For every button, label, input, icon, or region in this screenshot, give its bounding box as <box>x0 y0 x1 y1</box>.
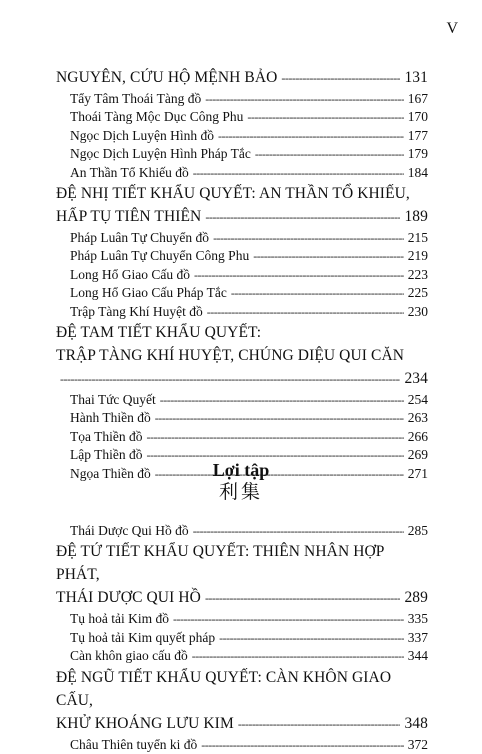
toc-entry[interactable] <box>56 629 428 647</box>
toc-entry-page: 254 <box>407 392 428 408</box>
toc-entry-title: Châu Thiên tuyển ki đồ <box>70 736 198 752</box>
toc-entry-title: Ngọc Dịch Luyện Hình đồ <box>70 127 214 143</box>
toc-entry-title: Thái Dược Qui Hồ đồ <box>70 523 189 538</box>
toc-entry[interactable] <box>56 610 428 628</box>
toc-entry[interactable] <box>56 284 428 302</box>
dot-leader <box>194 266 404 284</box>
dot-leader <box>193 522 404 540</box>
toc-entry-title: Càn khôn giao cấu đồ <box>70 648 188 664</box>
dot-leader <box>281 67 400 90</box>
dot-leader <box>193 164 404 182</box>
toc-entry-page: 170 <box>407 109 428 125</box>
toc-entry-page: 289 <box>404 589 428 607</box>
toc-entry-title: Long Hổ Giao Cấu Pháp Tắc <box>70 285 227 301</box>
toc-entry-title: Tẩy Tâm Thoái Tàng đồ <box>70 91 202 106</box>
dot-leader <box>155 409 404 427</box>
table-of-contents-part-2 <box>56 522 428 754</box>
toc-section-heading: ĐỆ TỨ TIẾT KHẨU QUYẾT: THIÊN NHÂN HỢP PHÁT, <box>56 543 384 584</box>
toc-entry[interactable] <box>56 522 428 540</box>
toc-entry-title: Hành Thiền đồ <box>70 410 151 426</box>
toc-entry-title: Lập Thiền đồ <box>70 447 143 463</box>
dot-leader <box>218 127 404 145</box>
toc-entry-title: Tọa Thiền đồ <box>70 428 143 444</box>
toc-entry[interactable] <box>56 391 428 409</box>
volume-chinese-title: 利集 <box>218 482 263 503</box>
dot-leader <box>201 736 404 754</box>
toc-entry[interactable] <box>56 164 428 182</box>
dot-leader <box>231 284 404 302</box>
toc-section-entry[interactable] <box>56 586 428 610</box>
toc-entry-page: 271 <box>407 465 428 481</box>
toc-section-heading: ĐỆ NGŨ TIẾT KHẨU QUYẾT: CÀN KHÔN GIAO CẤU, <box>56 668 392 709</box>
toc-entry-title: An Thần Tổ Khiếu đồ <box>70 164 189 180</box>
toc-entry-page: 269 <box>407 447 428 463</box>
toc-entry[interactable] <box>56 736 428 754</box>
toc-section-heading: TRẬP TÀNG KHÍ HUYỆT, CHÚNG DIỆU QUI CĂN <box>56 347 405 365</box>
toc-entry-title: Thoái Tàng Mộc Dục Công Phu <box>70 109 244 125</box>
toc-entry-title: Tụ hoả tải Kim quyết pháp <box>70 629 216 645</box>
volume-name: Lợi tập <box>212 460 270 480</box>
toc-section-heading: ĐỆ NHỊ TIẾT KHẨU QUYẾT: AN THẦN TỔ KHIẾU, <box>56 185 410 203</box>
toc-entry-page: 219 <box>407 248 428 264</box>
toc-entry-page: 372 <box>407 736 428 752</box>
toc-entry-page: 223 <box>407 266 428 282</box>
toc-entry-page: 263 <box>407 410 428 426</box>
toc-entry[interactable] <box>56 409 428 427</box>
toc-entry-page: 285 <box>407 523 428 538</box>
dot-leader <box>173 610 404 628</box>
toc-entry-title: Thai Tức Quyết <box>70 392 156 408</box>
toc-entry[interactable] <box>56 303 428 321</box>
toc-entry-page: 337 <box>407 629 428 645</box>
toc-section-heading: ĐỆ TAM TIẾT KHẨU QUYẾT: <box>56 324 262 342</box>
toc-entry-page: 344 <box>407 648 428 664</box>
toc-entry-page: 266 <box>407 428 428 444</box>
toc-entry[interactable] <box>56 127 428 145</box>
toc-entry-title: Pháp Luân Tự Chuyển Công Phu <box>70 248 250 264</box>
toc-section-entry[interactable] <box>56 66 428 90</box>
toc-entry[interactable] <box>56 90 428 108</box>
toc-entry-title: HẤP TỤ TIÊN THIÊN <box>56 208 202 226</box>
toc-entry-title: Pháp Luân Tự Chuyển đồ <box>70 230 210 246</box>
dot-leader <box>160 391 404 409</box>
toc-entry-title: NGUYÊN, CỨU HỘ MỆNH BẢO <box>56 69 278 86</box>
toc-entry-title: Ngọa Thiền đồ <box>70 465 151 481</box>
dot-leader <box>207 303 404 321</box>
toc-entry-title: Trập Tàng Khí Huyệt đồ <box>70 303 203 319</box>
toc-entry[interactable] <box>56 247 428 265</box>
dot-leader <box>192 647 404 665</box>
toc-entry-page: 131 <box>404 69 428 86</box>
dot-leader <box>205 90 404 108</box>
page-number: V <box>446 20 458 37</box>
toc-entry-page: 230 <box>407 303 428 319</box>
table-of-contents-part-1 <box>56 66 428 483</box>
toc-entry-title: Long Hổ Giao Cấu đồ <box>70 266 190 282</box>
dot-leader <box>146 428 403 446</box>
toc-section-entry[interactable] <box>56 205 428 229</box>
toc-entry-page: 189 <box>404 208 428 226</box>
toc-section-entry[interactable] <box>56 367 428 391</box>
toc-entry[interactable] <box>56 647 428 665</box>
toc-entry-title: KHỬ KHOÁNG LƯU KIM <box>56 714 234 732</box>
toc-entry[interactable] <box>56 145 428 163</box>
dot-leader <box>60 368 400 391</box>
toc-entry[interactable] <box>56 108 428 126</box>
toc-entry-title: THÁI DƯỢC QUI HỒ <box>56 589 201 607</box>
dot-leader <box>238 713 401 736</box>
toc-entry-page: 234 <box>404 370 428 388</box>
dot-leader <box>205 587 401 610</box>
toc-entry-title: Tụ hoả tải Kim đồ <box>70 611 169 627</box>
dot-leader <box>253 247 404 265</box>
toc-entry-page: 167 <box>407 91 428 106</box>
dot-leader <box>213 229 404 247</box>
toc-entry-page: 179 <box>407 146 428 162</box>
toc-entry-page: 348 <box>404 714 428 732</box>
toc-entry-page: 215 <box>407 230 428 246</box>
toc-entry-page: 225 <box>407 285 428 301</box>
toc-entry[interactable] <box>56 229 428 247</box>
dot-leader <box>219 629 404 647</box>
toc-entry-page: 335 <box>407 611 428 627</box>
toc-entry-page: 177 <box>407 127 428 143</box>
toc-entry-title: Ngọc Dịch Luyện Hình Pháp Tắc <box>70 146 251 162</box>
toc-entry[interactable] <box>56 428 428 446</box>
toc-section-entry[interactable] <box>56 712 428 736</box>
volume-heading <box>0 459 482 505</box>
dot-leader <box>205 206 400 229</box>
dot-leader <box>247 108 403 126</box>
toc-entry[interactable] <box>56 266 428 284</box>
dot-leader <box>255 145 404 163</box>
toc-entry-page: 184 <box>407 164 428 180</box>
